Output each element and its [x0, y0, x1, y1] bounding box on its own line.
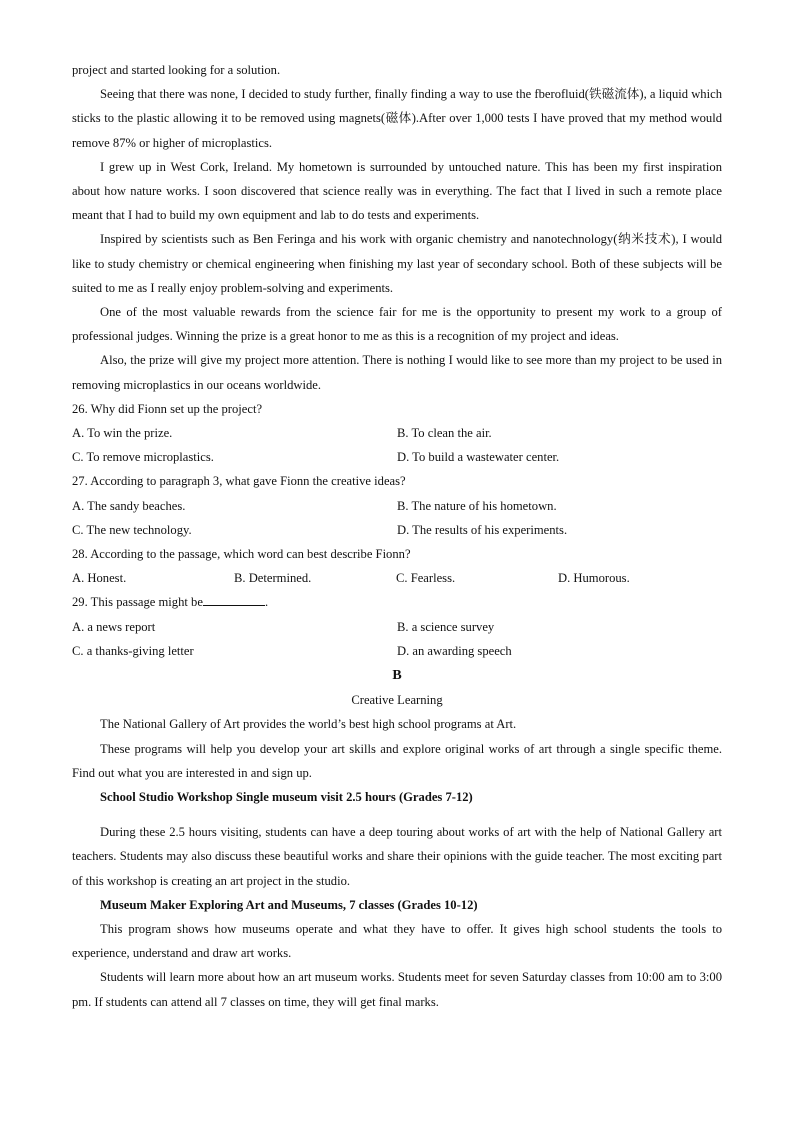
program-heading-museum-maker: Museum Maker Exploring Art and Museums, 7 classes (Grades 10-12)	[100, 897, 478, 912]
question-27-options-row-2	[72, 518, 722, 542]
question-26-stem: 26. Why did Fionn set up the project?	[72, 401, 263, 416]
question-29-options-row-2	[72, 639, 722, 663]
question-28-option-c: C. Fearless.	[396, 571, 456, 586]
program-heading-studio-workshop: School Studio Workshop Single museum visit 2.5 hours (Grades 7-12)	[100, 789, 473, 804]
passage-paragraph-1: Seeing that there was none, I decided to study further, finally finding a way to use the fberofluid(铁磁流体), a liquid which sticks to the plastic allowing it to be removed using magnets(磁体).After over 1,000 tests I have proved that my method would remove 87% or higher of microplastics.	[72, 87, 722, 150]
question-26-option-b: B. To clean the air.	[397, 426, 492, 441]
question-28-stem: 28. According to the passage, which word can best describe Fionn?	[72, 547, 411, 561]
question-26-options-row-1	[72, 421, 722, 445]
section-intro-2: These programs will help you develop your art skills and explore original works of art through a single specific theme. Find out what you are interested in and sign up.	[72, 741, 722, 780]
passage-paragraph-2: I grew up in West Cork, Ireland. My hometown is surrounded by untouched nature. This has been my first inspiration about how nature works. I soon discovered that science really was in everything. The fact that I lived in such a remote place meant that I had to build my own equipment and lab to do tests and experiments.	[72, 159, 722, 223]
question-26-option-a: A. To win the prize.	[72, 426, 173, 441]
question-29-option-d: D. an awarding speech	[397, 643, 512, 658]
program-description-studio-workshop: During these 2.5 hours visiting, students can have a deep touring about works of art with the help of National Gallery art teachers. Students may also discuss these beautiful works and share their opinions with the guide teacher. The most exciting part of this workshop is creating an art project in the studio.	[72, 825, 722, 888]
question-27-stem: 27. According to paragraph 3, what gave Fionn the creative ideas?	[72, 474, 406, 489]
program-description-museum-maker-2: Students will learn more about how an art museum works. Students meet for seven Saturday classes from 10:00 am to 3:00 pm. If students can attend all 7 classes on time, they will get final marks.	[72, 970, 722, 1009]
question-28-option-b: B. Determined.	[234, 571, 312, 586]
question-28-options-row	[72, 566, 722, 590]
passage-paragraph-0: project and started looking for a solution.	[72, 63, 281, 77]
section-title: Creative Learning	[351, 693, 443, 708]
passage-paragraph-3: Inspired by scientists such as Ben Feringa and his work with organic chemistry and nanotechnology(纳米技术), I would like to study chemistry or chemical engineering when finishing my last year of secondary school. Both of these subjects will be suited to me as I really enjoy problem-solving and experiments.	[72, 232, 722, 295]
question-29-option-b: B. a science survey	[397, 619, 495, 634]
question-29-option-c: C. a thanks-giving letter	[72, 643, 194, 658]
answer-blank	[203, 591, 265, 606]
question-29-stem-text: 29. This passage might be	[72, 595, 203, 610]
question-29-option-a: A. a news report	[72, 619, 156, 634]
document-page	[72, 58, 722, 1014]
program-description-museum-maker-1: This program shows how museums operate and what they have to offer. It gives high school students the tools to experience, understand and draw art works.	[72, 922, 722, 961]
passage-paragraph-4: One of the most valuable rewards from the science fair for me is the opportunity to present my work to a group of professional judges. Winning the prize is a great honor to me as this is a recognition of my project and ideas.	[72, 305, 722, 344]
question-27-option-c: C. The new technology.	[72, 522, 192, 537]
question-27-option-a: A. The sandy beaches.	[72, 498, 186, 513]
question-27-option-d: D. The results of his experiments.	[397, 522, 568, 537]
question-28-option-a: A. Honest.	[72, 571, 127, 586]
question-26-options-row-2	[72, 445, 722, 469]
section-intro-1: The National Gallery of Art provides the world’s best high school programs at Art.	[100, 717, 517, 732]
question-27-option-b: B. The nature of his hometown.	[397, 498, 557, 513]
question-29-stem-end: .	[264, 595, 269, 610]
passage-paragraph-5: Also, the prize will give my project more attention. There is nothing I would like to see more than my project to be used in removing microplastics in our oceans worldwide.	[72, 353, 722, 392]
question-29-stem	[72, 590, 722, 614]
question-27-options-row-1	[72, 494, 722, 518]
question-29-options-row-1	[72, 615, 722, 639]
section-letter: B	[392, 667, 402, 683]
question-26-option-c: C. To remove microplastics.	[72, 450, 214, 465]
question-28-option-d: D. Humorous.	[558, 571, 630, 586]
question-26-option-d: D. To build a wastewater center.	[397, 450, 560, 465]
spacer	[72, 809, 722, 820]
